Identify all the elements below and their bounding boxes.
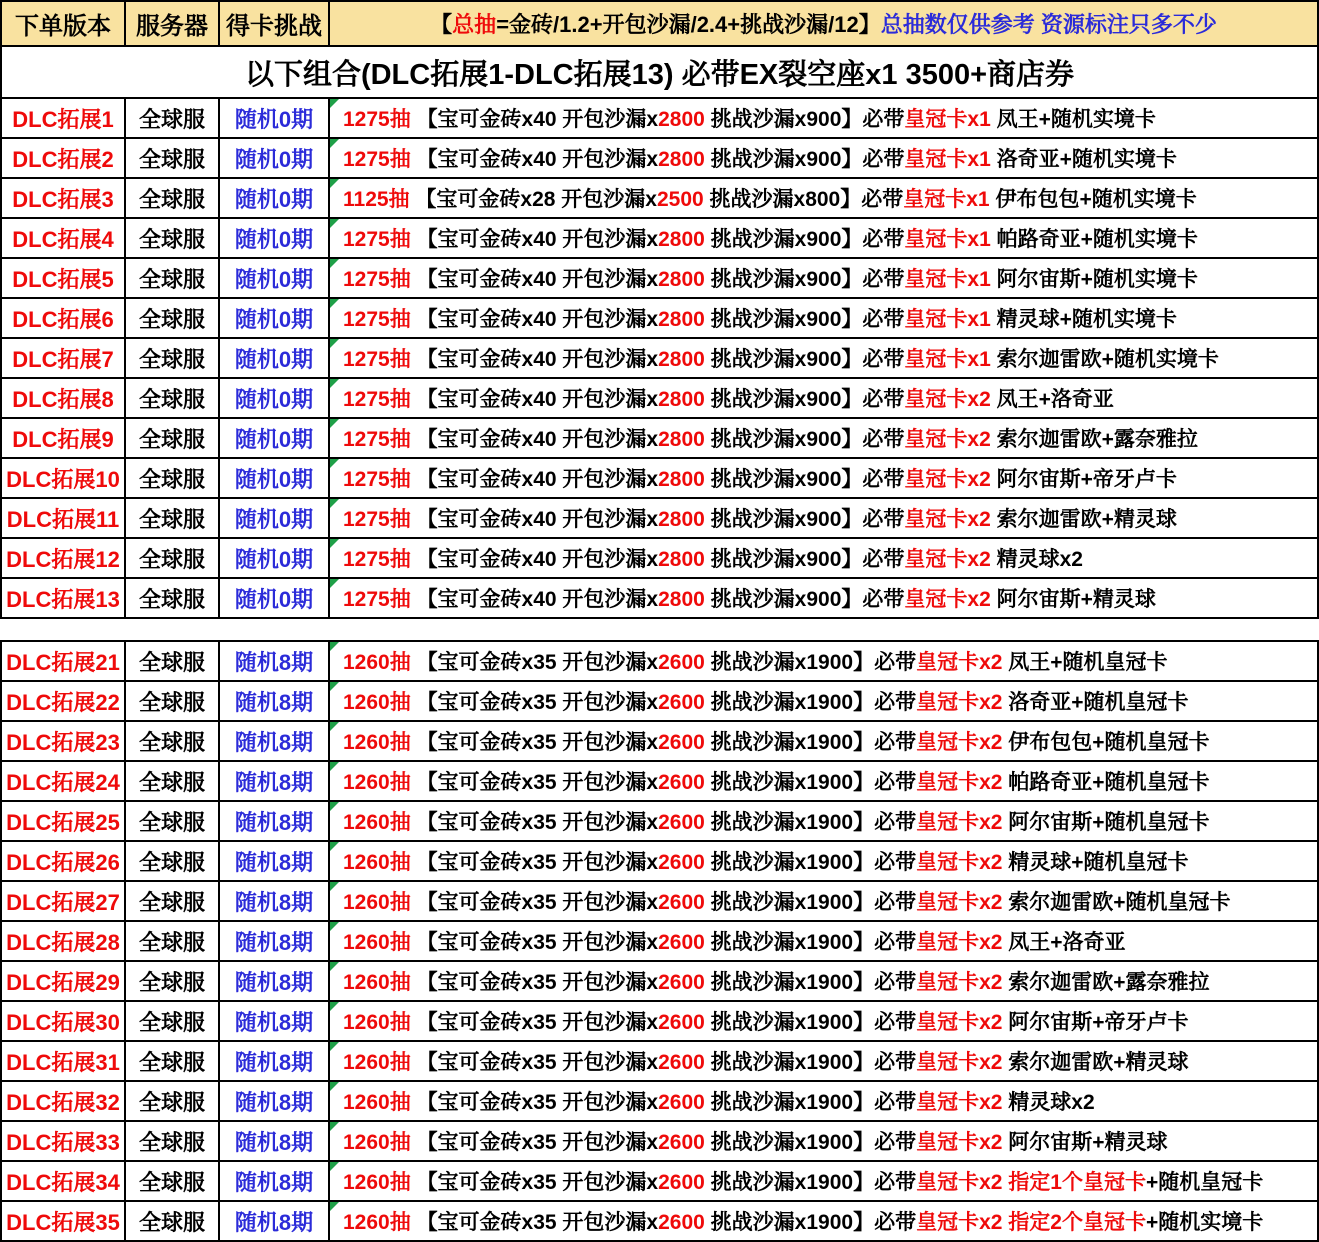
version-cell[interactable]: DLC拓展35 [0,1202,126,1242]
server-cell[interactable]: 全球服 [126,642,220,682]
description-text: 1275抽 【宝可金砖x40 开包沙漏x2800 挑战沙漏x900】必带皇冠卡x2 精灵球x2 [343,548,1083,571]
table-row [0,379,1319,419]
comment-triangle-icon [330,1202,339,1211]
description-text: 1260抽 【宝可金砖x35 开包沙漏x2600 挑战沙漏x1900】必带皇冠卡x2 阿尔宙斯+精灵球 [343,1131,1168,1154]
table-row [0,259,1319,299]
challenge-cell[interactable]: 随机8期 [220,802,330,842]
comment-triangle-icon [330,539,339,548]
description-text: 1275抽 【宝可金砖x40 开包沙漏x2800 挑战沙漏x900】必带皇冠卡x2 阿尔宙斯+精灵球 [343,588,1156,611]
description-cell[interactable] [330,579,1319,619]
challenge-cell[interactable]: 随机0期 [220,499,330,539]
table-row [0,419,1319,459]
comment-triangle-icon [330,379,339,388]
server-cell[interactable]: 全球服 [126,1202,220,1242]
version-cell[interactable]: DLC拓展25 [0,802,126,842]
description-text: 1260抽 【宝可金砖x35 开包沙漏x2600 挑战沙漏x1900】必带皇冠卡x2 指定1个皇冠卡+随机皇冠卡 [343,1171,1264,1194]
challenge-cell[interactable]: 随机8期 [220,922,330,962]
table-row [0,1202,1319,1242]
description-text: 1125抽 【宝可金砖x28 开包沙漏x2500 挑战沙漏x800】必带皇冠卡x1 伊布包包+随机实境卡 [343,188,1197,211]
description-cell[interactable] [330,179,1319,219]
version-cell[interactable]: DLC拓展2 [0,139,126,179]
server-cell[interactable]: 全球服 [126,499,220,539]
server-cell[interactable]: 全球服 [126,219,220,259]
version-cell[interactable]: DLC拓展22 [0,682,126,722]
challenge-cell[interactable]: 随机0期 [220,179,330,219]
description-cell[interactable] [330,419,1319,459]
table-row [0,1082,1319,1122]
version-cell[interactable]: DLC拓展27 [0,882,126,922]
description-cell[interactable] [330,339,1319,379]
server-cell[interactable]: 全球服 [126,1082,220,1122]
challenge-cell[interactable]: 随机8期 [220,1162,330,1202]
description-cell[interactable] [330,842,1319,882]
server-cell[interactable]: 全球服 [126,99,220,139]
server-cell[interactable]: 全球服 [126,1162,220,1202]
description-cell[interactable] [330,682,1319,722]
comment-triangle-icon [330,722,339,731]
description-text: 1275抽 【宝可金砖x40 开包沙漏x2800 挑战沙漏x900】必带皇冠卡x1 阿尔宙斯+随机实境卡 [343,268,1198,291]
description-text: 1275抽 【宝可金砖x40 开包沙漏x2800 挑战沙漏x900】必带皇冠卡x2 索尔迦雷欧+露奈雅拉 [343,428,1198,451]
server-cell[interactable]: 全球服 [126,419,220,459]
challenge-cell[interactable]: 随机0期 [220,539,330,579]
description-cell[interactable] [330,642,1319,682]
description-text: 1260抽 【宝可金砖x35 开包沙漏x2600 挑战沙漏x1900】必带皇冠卡x2 阿尔宙斯+帝牙卢卡 [343,1011,1189,1034]
comment-triangle-icon [330,1002,339,1011]
comment-triangle-icon [330,339,339,348]
version-cell[interactable]: DLC拓展31 [0,1042,126,1082]
table-row [0,299,1319,339]
header-cell-version[interactable]: 下单版本 [0,0,126,47]
comment-triangle-icon [330,762,339,771]
section-dlc-1-13 [0,99,1319,619]
description-text: 1260抽 【宝可金砖x35 开包沙漏x2600 挑战沙漏x1900】必带皇冠卡x2 帕路奇亚+随机皇冠卡 [343,771,1210,794]
description-text: 1260抽 【宝可金砖x35 开包沙漏x2600 挑战沙漏x1900】必带皇冠卡x2 伊布包包+随机皇冠卡 [343,731,1210,754]
challenge-cell[interactable]: 随机0期 [220,379,330,419]
description-text: 1275抽 【宝可金砖x40 开包沙漏x2800 挑战沙漏x900】必带皇冠卡x2 阿尔宙斯+帝牙卢卡 [343,468,1177,491]
description-text: 1260抽 【宝可金砖x35 开包沙漏x2600 挑战沙漏x1900】必带皇冠卡x2 索尔迦雷欧+精灵球 [343,1051,1189,1074]
section-title-row [0,47,1319,99]
server-cell[interactable]: 全球服 [126,379,220,419]
comment-triangle-icon [330,882,339,891]
server-cell[interactable]: 全球服 [126,962,220,1002]
table-row [0,219,1319,259]
server-cell[interactable]: 全球服 [126,139,220,179]
challenge-cell[interactable]: 随机8期 [220,1042,330,1082]
challenge-cell[interactable]: 随机8期 [220,1202,330,1242]
version-cell[interactable]: DLC拓展30 [0,1002,126,1042]
table-row [0,99,1319,139]
table-row [0,722,1319,762]
comment-triangle-icon [330,219,339,228]
description-cell[interactable] [330,882,1319,922]
version-cell[interactable]: DLC拓展24 [0,762,126,802]
challenge-cell[interactable]: 随机8期 [220,1082,330,1122]
version-cell[interactable]: DLC拓展23 [0,722,126,762]
version-cell[interactable]: DLC拓展4 [0,219,126,259]
header-cell-formula[interactable] [330,0,1319,47]
comment-triangle-icon [330,922,339,931]
description-cell[interactable] [330,762,1319,802]
comment-triangle-icon [330,962,339,971]
server-cell[interactable]: 全球服 [126,802,220,842]
description-cell[interactable] [330,722,1319,762]
formula-text: 【总抽=金砖/1.2+开包沙漏/2.4+挑战沙漏/12】总抽数仅供参考 资源标注只多不少 [430,12,1217,37]
server-cell[interactable]: 全球服 [126,762,220,802]
description-cell[interactable] [330,499,1319,539]
version-cell[interactable]: DLC拓展12 [0,539,126,579]
description-text: 1275抽 【宝可金砖x40 开包沙漏x2800 挑战沙漏x900】必带皇冠卡x1 洛奇亚+随机实境卡 [343,148,1177,171]
server-cell[interactable]: 全球服 [126,539,220,579]
version-cell[interactable]: DLC拓展28 [0,922,126,962]
comment-triangle-icon [330,419,339,428]
table-row [0,882,1319,922]
table-row [0,1162,1319,1202]
version-cell[interactable]: DLC拓展9 [0,419,126,459]
version-cell[interactable]: DLC拓展1 [0,99,126,139]
table-row [0,139,1319,179]
description-cell[interactable] [330,259,1319,299]
description-cell[interactable] [330,802,1319,842]
version-cell[interactable]: DLC拓展11 [0,499,126,539]
table-row [0,459,1319,499]
comment-triangle-icon [330,259,339,268]
section-dlc-21-35 [0,642,1319,1242]
description-cell[interactable] [330,299,1319,339]
server-cell[interactable]: 全球服 [126,1042,220,1082]
table-row [0,579,1319,619]
comment-triangle-icon [330,642,339,651]
server-cell[interactable]: 全球服 [126,299,220,339]
description-text: 1275抽 【宝可金砖x40 开包沙漏x2800 挑战沙漏x900】必带皇冠卡x2 索尔迦雷欧+精灵球 [343,508,1177,531]
server-cell[interactable]: 全球服 [126,1122,220,1162]
description-text: 1260抽 【宝可金砖x35 开包沙漏x2600 挑战沙漏x1900】必带皇冠卡x2 索尔迦雷欧+随机皇冠卡 [343,891,1231,914]
challenge-cell[interactable]: 随机8期 [220,882,330,922]
server-cell[interactable]: 全球服 [126,882,220,922]
table-row [0,842,1319,882]
table-row [0,339,1319,379]
version-cell[interactable]: DLC拓展21 [0,642,126,682]
challenge-cell[interactable]: 随机8期 [220,682,330,722]
table-row [0,762,1319,802]
description-text: 1260抽 【宝可金砖x35 开包沙漏x2600 挑战沙漏x1900】必带皇冠卡x2 凤王+随机皇冠卡 [343,651,1168,674]
server-cell[interactable]: 全球服 [126,579,220,619]
description-text: 1260抽 【宝可金砖x35 开包沙漏x2600 挑战沙漏x1900】必带皇冠卡x2 凤王+洛奇亚 [343,931,1126,954]
challenge-cell[interactable]: 随机0期 [220,219,330,259]
comment-triangle-icon [330,579,339,588]
challenge-cell[interactable]: 随机0期 [220,139,330,179]
description-text: 1275抽 【宝可金砖x40 开包沙漏x2800 挑战沙漏x900】必带皇冠卡x1 精灵球+随机实境卡 [343,308,1177,331]
challenge-cell[interactable]: 随机8期 [220,962,330,1002]
server-cell[interactable]: 全球服 [126,842,220,882]
header-cell-challenge[interactable]: 得卡挑战 [220,0,330,47]
comment-triangle-icon [330,499,339,508]
version-cell[interactable]: DLC拓展26 [0,842,126,882]
challenge-cell[interactable]: 随机0期 [220,459,330,499]
version-cell[interactable]: DLC拓展7 [0,339,126,379]
header-row [0,0,1319,47]
description-cell[interactable] [330,379,1319,419]
header-cell-server[interactable]: 服务器 [126,0,220,47]
description-cell[interactable] [330,1202,1319,1242]
table-row [0,682,1319,722]
challenge-cell[interactable]: 随机8期 [220,842,330,882]
version-cell[interactable]: DLC拓展32 [0,1082,126,1122]
comment-triangle-icon [330,1122,339,1131]
description-cell[interactable] [330,1002,1319,1042]
description-cell[interactable] [330,139,1319,179]
server-cell[interactable]: 全球服 [126,259,220,299]
comment-triangle-icon [330,459,339,468]
challenge-cell[interactable]: 随机0期 [220,259,330,299]
challenge-cell[interactable]: 随机8期 [220,1002,330,1042]
comment-triangle-icon [330,99,339,108]
version-cell[interactable]: DLC拓展13 [0,579,126,619]
description-cell[interactable] [330,219,1319,259]
comment-triangle-icon [330,802,339,811]
version-cell[interactable]: DLC拓展10 [0,459,126,499]
challenge-cell[interactable]: 随机8期 [220,1122,330,1162]
version-cell[interactable]: DLC拓展3 [0,179,126,219]
spacer-row [0,619,1319,642]
description-cell[interactable] [330,1042,1319,1082]
challenge-cell[interactable]: 随机0期 [220,419,330,459]
server-cell[interactable]: 全球服 [126,339,220,379]
challenge-cell[interactable]: 随机0期 [220,99,330,139]
challenge-cell[interactable]: 随机8期 [220,642,330,682]
comment-triangle-icon [330,842,339,851]
table-row [0,1002,1319,1042]
challenge-cell[interactable]: 随机0期 [220,339,330,379]
comment-triangle-icon [330,139,339,148]
description-text: 1260抽 【宝可金砖x35 开包沙漏x2600 挑战沙漏x1900】必带皇冠卡x2 阿尔宙斯+随机皇冠卡 [343,811,1210,834]
version-cell[interactable]: DLC拓展5 [0,259,126,299]
comment-triangle-icon [330,1162,339,1171]
table-row [0,802,1319,842]
description-cell[interactable] [330,1122,1319,1162]
challenge-cell[interactable]: 随机0期 [220,579,330,619]
description-cell[interactable] [330,1082,1319,1122]
table-row [0,1042,1319,1082]
description-text: 1260抽 【宝可金砖x35 开包沙漏x2600 挑战沙漏x1900】必带皇冠卡x2 索尔迦雷欧+露奈雅拉 [343,971,1210,994]
comment-triangle-icon [330,1042,339,1051]
challenge-cell[interactable]: 随机0期 [220,299,330,339]
comment-triangle-icon [330,682,339,691]
description-text: 1260抽 【宝可金砖x35 开包沙漏x2600 挑战沙漏x1900】必带皇冠卡x2 精灵球x2 [343,1091,1095,1114]
table-row [0,539,1319,579]
comment-triangle-icon [330,179,339,188]
description-text: 1260抽 【宝可金砖x35 开包沙漏x2600 挑战沙漏x1900】必带皇冠卡x2 指定2个皇冠卡+随机实境卡 [343,1211,1264,1234]
server-cell[interactable]: 全球服 [126,682,220,722]
version-cell[interactable]: DLC拓展34 [0,1162,126,1202]
server-cell[interactable]: 全球服 [126,1002,220,1042]
comment-triangle-icon [330,1082,339,1091]
version-cell[interactable]: DLC拓展8 [0,379,126,419]
description-cell[interactable] [330,99,1319,139]
version-cell[interactable]: DLC拓展33 [0,1122,126,1162]
table-row [0,499,1319,539]
challenge-cell[interactable]: 随机8期 [220,762,330,802]
description-text: 1275抽 【宝可金砖x40 开包沙漏x2800 挑战沙漏x900】必带皇冠卡x1 索尔迦雷欧+随机实境卡 [343,348,1219,371]
table-row [0,1122,1319,1162]
challenge-cell[interactable]: 随机8期 [220,722,330,762]
description-text: 1275抽 【宝可金砖x40 开包沙漏x2800 挑战沙漏x900】必带皇冠卡x2 凤王+洛奇亚 [343,388,1114,411]
comment-triangle-icon [330,299,339,308]
description-cell[interactable] [330,922,1319,962]
table-row [0,179,1319,219]
table-row [0,962,1319,1002]
description-cell[interactable] [330,539,1319,579]
version-cell[interactable]: DLC拓展6 [0,299,126,339]
description-text: 1260抽 【宝可金砖x35 开包沙漏x2600 挑战沙漏x1900】必带皇冠卡x2 精灵球+随机皇冠卡 [343,851,1189,874]
table-row [0,922,1319,962]
server-cell[interactable]: 全球服 [126,922,220,962]
version-cell[interactable]: DLC拓展29 [0,962,126,1002]
description-cell[interactable] [330,962,1319,1002]
description-text: 1260抽 【宝可金砖x35 开包沙漏x2600 挑战沙漏x1900】必带皇冠卡x2 洛奇亚+随机皇冠卡 [343,691,1189,714]
section-title[interactable]: 以下组合(DLC拓展1-DLC拓展13) 必带EX裂空座x1 3500+商店券 [0,47,1319,99]
server-cell[interactable]: 全球服 [126,722,220,762]
description-cell[interactable] [330,1162,1319,1202]
table-row [0,642,1319,682]
server-cell[interactable]: 全球服 [126,459,220,499]
server-cell[interactable]: 全球服 [126,179,220,219]
description-text: 1275抽 【宝可金砖x40 开包沙漏x2800 挑战沙漏x900】必带皇冠卡x1 帕路奇亚+随机实境卡 [343,228,1198,251]
description-cell[interactable] [330,459,1319,499]
description-text: 1275抽 【宝可金砖x40 开包沙漏x2800 挑战沙漏x900】必带皇冠卡x1 凤王+随机实境卡 [343,108,1156,131]
